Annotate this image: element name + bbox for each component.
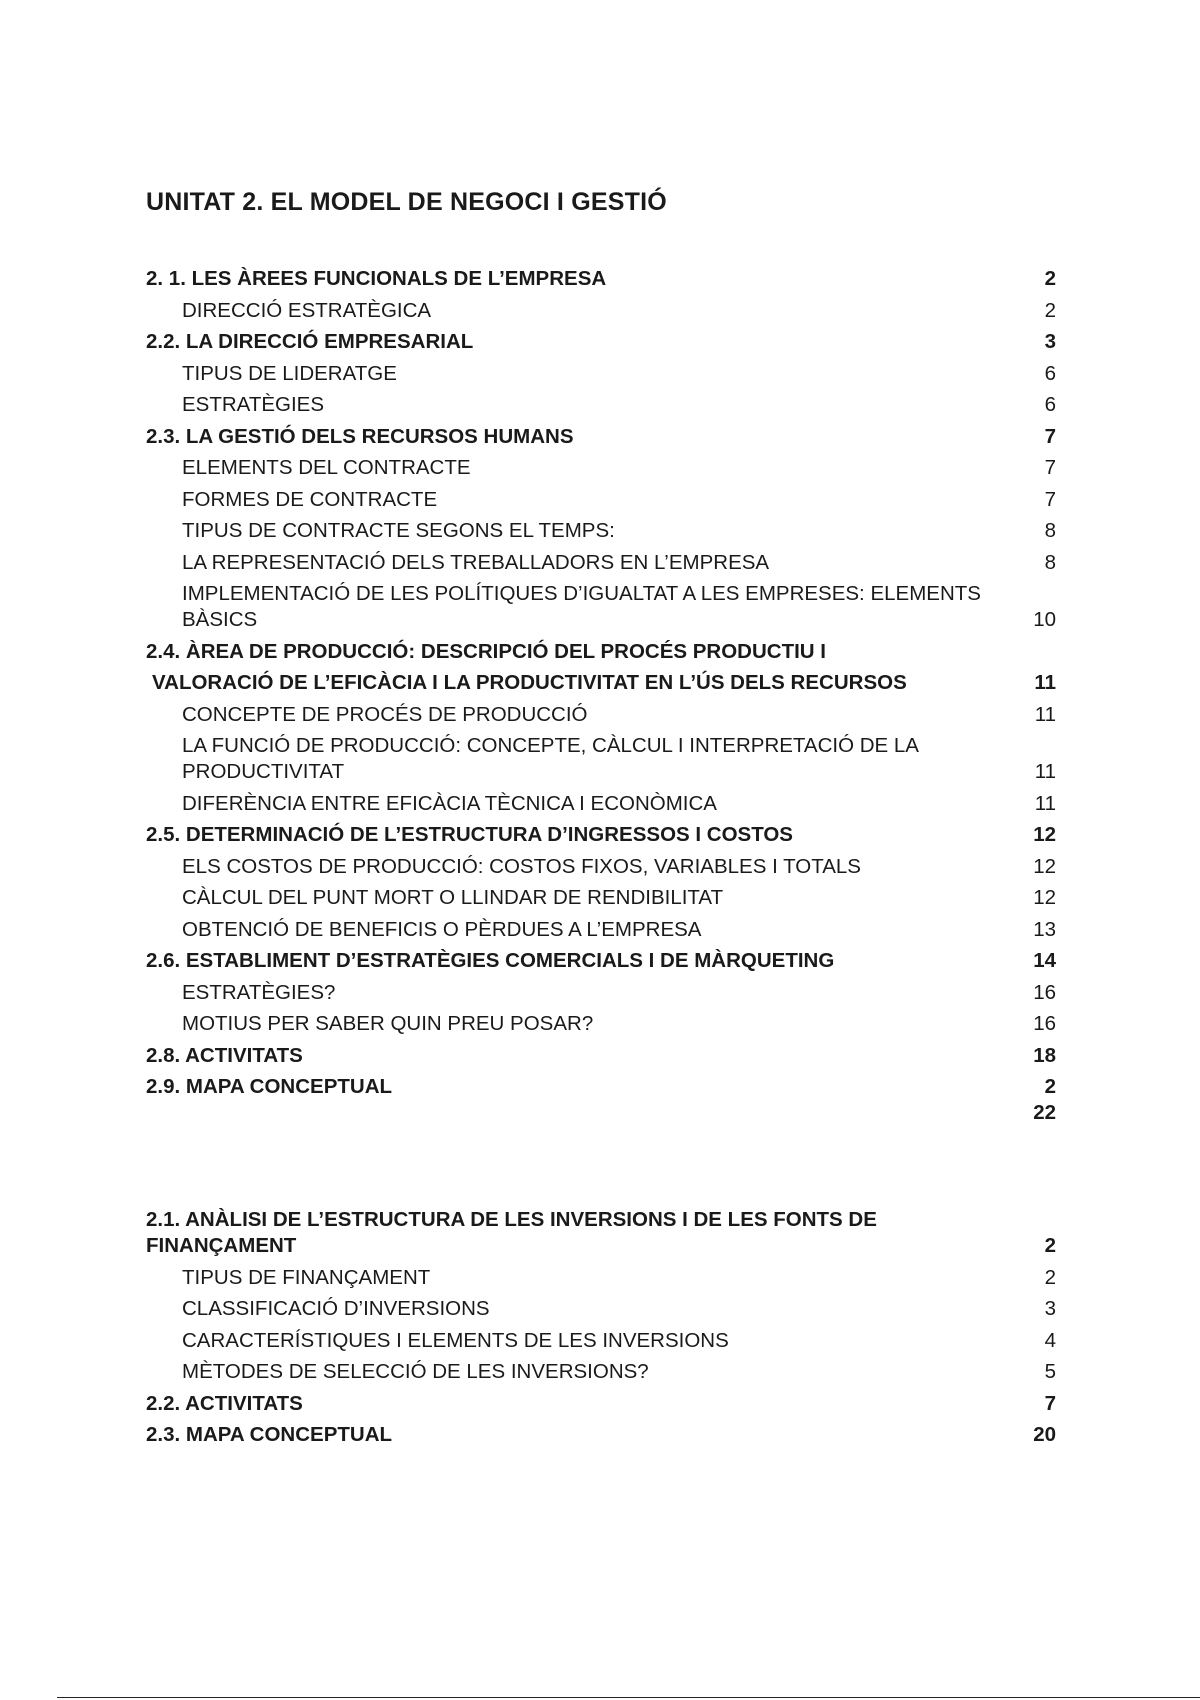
toc-entry-page-number: 7 xyxy=(1044,424,1056,448)
toc-entry-page-number: 6 xyxy=(1044,361,1056,385)
toc-entry-page-number: 18 xyxy=(1033,1043,1056,1067)
toc-entry-page-number: 11 xyxy=(1034,760,1056,783)
toc-subsection-entry[interactable] xyxy=(146,1359,1056,1391)
toc-entry-page-number xyxy=(1024,1074,1056,1126)
toc-entry-title: 2.5. DETERMINACIÓ DE L’ESTRUCTURA D’INGRESSOS I COSTOS xyxy=(146,823,793,846)
toc-subsection-entry[interactable] xyxy=(146,917,1056,949)
toc-entry-title: CONCEPTE DE PROCÉS DE PRODUCCIÓ xyxy=(182,702,588,726)
toc-entry-page-number: 11 xyxy=(1034,702,1056,726)
toc-entry-title: LA REPRESENTACIÓ DELS TREBALLADORS EN L’EMPRESA xyxy=(182,550,770,574)
toc-section-entry[interactable] xyxy=(146,1391,1056,1423)
toc-entry-title: TIPUS DE LIDERATGE xyxy=(182,361,397,385)
toc-subsection-entry[interactable] xyxy=(146,1296,1056,1328)
toc-entry-title: 2.3. LA GESTIÓ DELS RECURSOS HUMANS xyxy=(146,424,574,448)
toc-entry-page-number: 7 xyxy=(1044,1391,1056,1415)
toc-entry-title: ESTRATÈGIES? xyxy=(182,980,336,1004)
toc-section-entry[interactable] xyxy=(146,948,1056,980)
toc-subsection-entry[interactable] xyxy=(146,1328,1056,1360)
toc-entry-page-number: 13 xyxy=(1033,917,1056,941)
toc-section-entry[interactable] xyxy=(146,1422,1056,1454)
toc-entry-page-number: 11 xyxy=(1034,671,1056,694)
toc-subsection-entry[interactable] xyxy=(146,791,1056,823)
toc-subsection-entry[interactable] xyxy=(146,733,1056,791)
toc-entry-title: ELS COSTOS DE PRODUCCIÓ: COSTOS FIXOS, VARIABLES I TOTALS xyxy=(182,854,861,878)
toc-entry-page-number: 2 xyxy=(1044,1234,1056,1257)
toc-subsection-entry[interactable] xyxy=(146,361,1056,393)
toc-entry-page-number: 2 xyxy=(1044,267,1056,290)
toc-entry-title: IMPLEMENTACIÓ DE LES POLÍTIQUES D’IGUALTAT A LES EMPRESES: ELEMENTS BÀSICS xyxy=(182,582,981,631)
toc-subsection-entry[interactable] xyxy=(146,854,1056,886)
toc-subsection-entry[interactable] xyxy=(146,581,1056,639)
toc-entry-page-number-extra: 22 xyxy=(1033,1101,1056,1124)
toc-entry-title: DIRECCIÓ ESTRATÈGICA xyxy=(182,298,432,322)
toc-entry-page-number: 2 xyxy=(1044,1265,1056,1289)
toc-entry-page-number: 12 xyxy=(1033,886,1056,909)
toc-entry-page-number: 3 xyxy=(1044,1297,1056,1320)
toc-subsection-entry[interactable] xyxy=(146,487,1056,519)
toc-entry-title: 2.3. MAPA CONCEPTUAL xyxy=(146,1423,393,1446)
toc-entry-title: 2.2. LA DIRECCIÓ EMPRESARIAL xyxy=(146,330,474,353)
toc-entry-title: CÀLCUL DEL PUNT MORT O LLINDAR DE RENDIBILITAT xyxy=(182,886,724,909)
toc-entry-page-number: 11 xyxy=(1034,791,1056,815)
toc-entry-title: FORMES DE CONTRACTE xyxy=(182,487,438,511)
toc-subsection-entry[interactable] xyxy=(146,392,1056,424)
toc-entry-title: 2.9. MAPA CONCEPTUAL xyxy=(146,1075,393,1098)
toc-entry-page-number: 7 xyxy=(1044,456,1056,479)
toc-entry-page-number: 12 xyxy=(1033,854,1056,878)
page-title: UNITAT 2. EL MODEL DE NEGOCI I GESTIÓ xyxy=(146,188,667,216)
toc-section-entry[interactable] xyxy=(146,670,1056,702)
toc-section-entry[interactable] xyxy=(146,1207,1056,1265)
toc-entry-title: MÈTODES DE SELECCIÓ DE LES INVERSIONS? xyxy=(182,1360,649,1383)
toc-entry-title: OBTENCIÓ DE BENEFICIS O PÈRDUES A L’EMPRESA xyxy=(182,917,702,941)
toc-entry-page-number: 4 xyxy=(1044,1328,1056,1352)
toc-entry-title: CARACTERÍSTIQUES I ELEMENTS DE LES INVERSIONS xyxy=(182,1328,729,1352)
toc-entry-page-number: 8 xyxy=(1044,519,1056,542)
toc-entry-title: 2.6. ESTABLIMENT D’ESTRATÈGIES COMERCIALS I DE MÀRQUETING xyxy=(146,949,835,972)
toc-section-entry[interactable] xyxy=(146,424,1056,456)
toc-section-entry[interactable] xyxy=(146,639,1056,671)
toc-entry-page-number: 3 xyxy=(1044,330,1056,353)
toc-entry-title: 2. 1. LES ÀREES FUNCIONALS DE L’EMPRESA xyxy=(146,267,607,290)
toc-entry-title: 2.2. ACTIVITATS xyxy=(146,1391,303,1415)
toc-entry-title: TIPUS DE CONTRACTE SEGONS EL TEMPS: xyxy=(182,519,615,542)
toc-subsection-entry[interactable] xyxy=(146,702,1056,734)
footer-divider xyxy=(57,1697,1200,1698)
toc-entry-title: 2.1. ANÀLISI DE L’ESTRUCTURA DE LES INVERSIONS I DE LES FONTS DE FINANÇAMENT xyxy=(146,1208,877,1257)
toc-entry-title: MOTIUS PER SABER QUIN PREU POSAR? xyxy=(182,1012,594,1035)
toc-entry-title: 2.4. ÀREA DE PRODUCCIÓ: DESCRIPCIÓ DEL PROCÉS PRODUCTIU I xyxy=(146,639,827,663)
toc-section-entry[interactable] xyxy=(146,822,1056,854)
toc-entry-page-number: 12 xyxy=(1033,823,1056,846)
toc-subsection-entry[interactable] xyxy=(146,550,1056,582)
toc-section-entry[interactable] xyxy=(146,266,1056,298)
toc-subsection-entry[interactable] xyxy=(146,455,1056,487)
toc-entry-title: VALORACIÓ DE L’EFICÀCIA I LA PRODUCTIVITAT EN L’ÚS DELS RECURSOS xyxy=(152,671,907,694)
toc-entry-page-number: 16 xyxy=(1033,1012,1056,1035)
toc-entry-page-number: 20 xyxy=(1033,1423,1056,1446)
toc-section-entry[interactable] xyxy=(146,1043,1056,1075)
toc-entry-title: 2.8. ACTIVITATS xyxy=(146,1043,303,1067)
toc-entry-page-number: 8 xyxy=(1044,550,1056,574)
toc-entry-page-number: 2 xyxy=(1044,298,1056,322)
toc-entry-title: ESTRATÈGIES xyxy=(182,393,325,416)
toc-subsection-entry[interactable] xyxy=(146,1011,1056,1043)
toc-subsection-entry[interactable] xyxy=(146,298,1056,330)
toc-subsection-entry[interactable] xyxy=(146,518,1056,550)
toc-entry-page-number: 2 xyxy=(1044,1075,1056,1098)
toc-entry-title: DIFERÈNCIA ENTRE EFICÀCIA TÈCNICA I ECONÒMICA xyxy=(182,791,717,815)
table-of-contents-second xyxy=(146,1207,1056,1454)
toc-subsection-entry[interactable] xyxy=(146,980,1056,1012)
toc-entry-title: TIPUS DE FINANÇAMENT xyxy=(182,1265,431,1289)
toc-section-entry[interactable] xyxy=(146,329,1056,361)
table-of-contents-main xyxy=(146,266,1056,1132)
toc-entry-page-number: 10 xyxy=(1033,608,1056,631)
toc-entry-page-number: 7 xyxy=(1044,487,1056,511)
toc-entry-page-number: 14 xyxy=(1033,949,1056,972)
toc-entry-title: LA FUNCIÓ DE PRODUCCIÓ: CONCEPTE, CÀLCUL I INTERPRETACIÓ DE LA PRODUCTIVITAT xyxy=(182,734,918,783)
toc-subsection-entry[interactable] xyxy=(146,1265,1056,1297)
toc-entry-title: CLASSIFICACIÓ D’INVERSIONS xyxy=(182,1297,490,1320)
toc-entry-page-number: 6 xyxy=(1044,393,1056,416)
toc-entry-page-number: 5 xyxy=(1044,1360,1056,1383)
toc-entry-title: ELEMENTS DEL CONTRACTE xyxy=(182,456,471,479)
toc-section-entry[interactable] xyxy=(146,1074,1056,1132)
toc-entry-page-number: 16 xyxy=(1033,980,1056,1004)
toc-subsection-entry[interactable] xyxy=(146,885,1056,917)
